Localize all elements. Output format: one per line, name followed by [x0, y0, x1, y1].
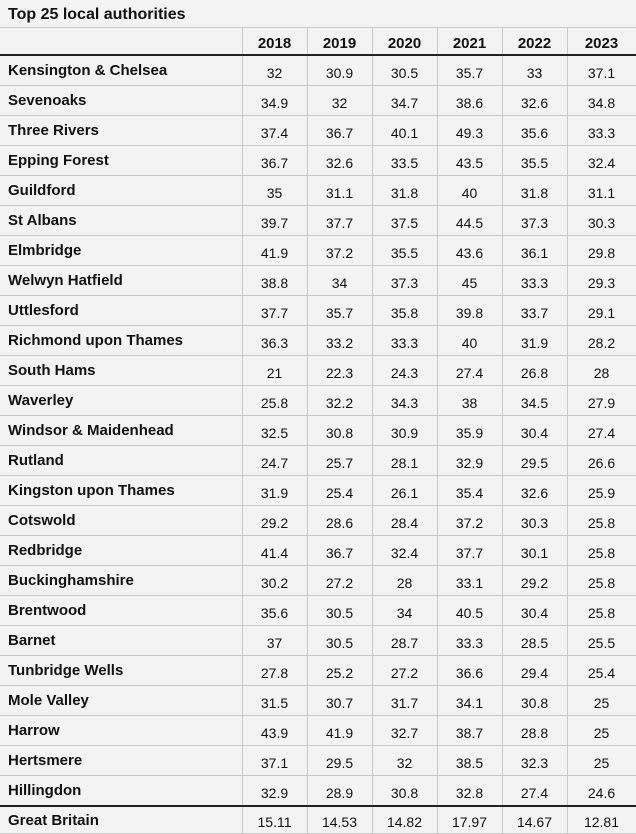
value-cell: 41.4	[242, 536, 307, 566]
value-cell: 30.7	[307, 686, 372, 716]
value-cell: 24.6	[567, 776, 636, 807]
value-cell: 38.8	[242, 266, 307, 296]
value-cell: 35.5	[372, 236, 437, 266]
value-cell: 37.1	[567, 55, 636, 86]
data-table	[0, 27, 636, 834]
value-cell: 49.3	[437, 116, 502, 146]
value-cell: 43.5	[437, 146, 502, 176]
value-cell: 32.4	[372, 536, 437, 566]
authority-name-cell: Hertsmere	[0, 746, 242, 776]
value-cell: 32.9	[242, 776, 307, 807]
value-cell: 25.4	[307, 476, 372, 506]
value-cell: 33.3	[567, 116, 636, 146]
value-cell: 35.4	[437, 476, 502, 506]
value-cell: 36.7	[242, 146, 307, 176]
table-row	[0, 206, 636, 236]
header-row	[0, 28, 636, 56]
authority-name-cell: Tunbridge Wells	[0, 656, 242, 686]
total-value-cell: 14.53	[307, 806, 372, 834]
value-cell: 28.8	[502, 716, 567, 746]
value-cell: 43.6	[437, 236, 502, 266]
value-cell: 32.9	[437, 446, 502, 476]
authority-name-cell: Brentwood	[0, 596, 242, 626]
value-cell: 32.6	[502, 476, 567, 506]
authority-name-cell: Kensington & Chelsea	[0, 55, 242, 86]
value-cell: 34.1	[437, 686, 502, 716]
value-cell: 33.7	[502, 296, 567, 326]
table-row	[0, 476, 636, 506]
value-cell: 30.8	[307, 416, 372, 446]
table-row	[0, 716, 636, 746]
value-cell: 44.5	[437, 206, 502, 236]
value-cell: 27.2	[307, 566, 372, 596]
value-cell: 25.2	[307, 656, 372, 686]
value-cell: 34.5	[502, 386, 567, 416]
value-cell: 22.3	[307, 356, 372, 386]
value-cell: 25.8	[242, 386, 307, 416]
value-cell: 30.5	[307, 596, 372, 626]
value-cell: 30.5	[372, 55, 437, 86]
value-cell: 31.8	[502, 176, 567, 206]
table-row	[0, 536, 636, 566]
authority-name-cell: Hillingdon	[0, 776, 242, 807]
value-cell: 29.5	[502, 446, 567, 476]
value-cell: 32	[307, 86, 372, 116]
table-row	[0, 746, 636, 776]
table-row	[0, 55, 636, 86]
value-cell: 25	[567, 686, 636, 716]
table-row	[0, 386, 636, 416]
value-cell: 30.4	[502, 416, 567, 446]
value-cell: 36.3	[242, 326, 307, 356]
authority-name-cell: Richmond upon Thames	[0, 326, 242, 356]
value-cell: 32.2	[307, 386, 372, 416]
value-cell: 38.7	[437, 716, 502, 746]
value-cell: 30.3	[567, 206, 636, 236]
value-cell: 26.6	[567, 446, 636, 476]
value-cell: 25.7	[307, 446, 372, 476]
value-cell: 32.8	[437, 776, 502, 807]
table-row	[0, 596, 636, 626]
value-cell: 27.4	[437, 356, 502, 386]
value-cell: 32	[242, 55, 307, 86]
value-cell: 31.5	[242, 686, 307, 716]
value-cell: 25.9	[567, 476, 636, 506]
table-row	[0, 326, 636, 356]
value-cell: 30.4	[502, 596, 567, 626]
table-body	[0, 55, 636, 834]
value-cell: 28.5	[502, 626, 567, 656]
table-row	[0, 116, 636, 146]
value-cell: 32.6	[502, 86, 567, 116]
value-cell: 32.4	[567, 146, 636, 176]
value-cell: 30.1	[502, 536, 567, 566]
value-cell: 28	[567, 356, 636, 386]
value-cell: 28.6	[307, 506, 372, 536]
value-cell: 33.5	[372, 146, 437, 176]
value-cell: 29.5	[307, 746, 372, 776]
total-value-cell: 15.11	[242, 806, 307, 834]
value-cell: 32.7	[372, 716, 437, 746]
value-cell: 40.1	[372, 116, 437, 146]
value-cell: 21	[242, 356, 307, 386]
value-cell: 36.7	[307, 536, 372, 566]
table-row	[0, 176, 636, 206]
authority-name-cell: Uttlesford	[0, 296, 242, 326]
value-cell: 28	[372, 566, 437, 596]
value-cell: 26.1	[372, 476, 437, 506]
value-cell: 29.2	[242, 506, 307, 536]
value-cell: 33.2	[307, 326, 372, 356]
value-cell: 28.4	[372, 506, 437, 536]
table-row	[0, 356, 636, 386]
value-cell: 30.2	[242, 566, 307, 596]
authority-name-cell: Cotswold	[0, 506, 242, 536]
table-row	[0, 266, 636, 296]
value-cell: 38.5	[437, 746, 502, 776]
value-cell: 38.6	[437, 86, 502, 116]
total-value-cell: 14.82	[372, 806, 437, 834]
value-cell: 35.6	[502, 116, 567, 146]
value-cell: 25	[567, 746, 636, 776]
header-year: 2023	[567, 28, 636, 56]
value-cell: 27.2	[372, 656, 437, 686]
value-cell: 25	[567, 716, 636, 746]
authority-name-cell: Elmbridge	[0, 236, 242, 266]
value-cell: 37.5	[372, 206, 437, 236]
value-cell: 33.3	[372, 326, 437, 356]
value-cell: 41.9	[307, 716, 372, 746]
table-title: Top 25 local authorities	[8, 6, 186, 23]
authority-name-cell: Windsor & Maidenhead	[0, 416, 242, 446]
value-cell: 33.1	[437, 566, 502, 596]
authority-name-cell: Guildford	[0, 176, 242, 206]
value-cell: 25.4	[567, 656, 636, 686]
table-row	[0, 656, 636, 686]
value-cell: 28.7	[372, 626, 437, 656]
authority-name-cell: Rutland	[0, 446, 242, 476]
total-name-cell: Great Britain	[0, 806, 242, 834]
value-cell: 37.7	[242, 296, 307, 326]
value-cell: 29.3	[567, 266, 636, 296]
value-cell: 30.9	[372, 416, 437, 446]
header-year: 2020	[372, 28, 437, 56]
value-cell: 34	[372, 596, 437, 626]
value-cell: 31.1	[307, 176, 372, 206]
value-cell: 37.3	[502, 206, 567, 236]
authority-name-cell: Redbridge	[0, 536, 242, 566]
value-cell: 35.9	[437, 416, 502, 446]
value-cell: 35.7	[307, 296, 372, 326]
value-cell: 33.3	[437, 626, 502, 656]
value-cell: 34.9	[242, 86, 307, 116]
value-cell: 37.2	[437, 506, 502, 536]
value-cell: 40	[437, 176, 502, 206]
value-cell: 25.8	[567, 596, 636, 626]
value-cell: 28.1	[372, 446, 437, 476]
value-cell: 40.5	[437, 596, 502, 626]
value-cell: 25.8	[567, 566, 636, 596]
table-row	[0, 626, 636, 656]
value-cell: 31.1	[567, 176, 636, 206]
value-cell: 34.7	[372, 86, 437, 116]
value-cell: 27.8	[242, 656, 307, 686]
value-cell: 33	[502, 55, 567, 86]
value-cell: 29.2	[502, 566, 567, 596]
total-row	[0, 806, 636, 834]
value-cell: 29.1	[567, 296, 636, 326]
value-cell: 37.3	[372, 266, 437, 296]
value-cell: 37.4	[242, 116, 307, 146]
header-year: 2021	[437, 28, 502, 56]
value-cell: 37.7	[437, 536, 502, 566]
value-cell: 37.2	[307, 236, 372, 266]
value-cell: 36.7	[307, 116, 372, 146]
value-cell: 35	[242, 176, 307, 206]
value-cell: 30.9	[307, 55, 372, 86]
value-cell: 35.7	[437, 55, 502, 86]
value-cell: 38	[437, 386, 502, 416]
header-year: 2022	[502, 28, 567, 56]
value-cell: 37.1	[242, 746, 307, 776]
value-cell: 31.9	[502, 326, 567, 356]
table-row	[0, 146, 636, 176]
value-cell: 35.6	[242, 596, 307, 626]
value-cell: 41.9	[242, 236, 307, 266]
header-name-cell	[0, 28, 242, 56]
table-row	[0, 296, 636, 326]
value-cell: 24.7	[242, 446, 307, 476]
total-value-cell: 17.97	[437, 806, 502, 834]
table-row	[0, 86, 636, 116]
value-cell: 30.8	[372, 776, 437, 807]
table-row	[0, 506, 636, 536]
table-row	[0, 566, 636, 596]
value-cell: 30.3	[502, 506, 567, 536]
value-cell: 32.5	[242, 416, 307, 446]
value-cell: 27.4	[567, 416, 636, 446]
total-value-cell: 12.81	[567, 806, 636, 834]
authority-name-cell: Mole Valley	[0, 686, 242, 716]
value-cell: 25.8	[567, 506, 636, 536]
header-year: 2019	[307, 28, 372, 56]
table-row	[0, 446, 636, 476]
authority-name-cell: South Hams	[0, 356, 242, 386]
table-row	[0, 236, 636, 266]
value-cell: 37	[242, 626, 307, 656]
table-row	[0, 416, 636, 446]
authority-name-cell: Welwyn Hatfield	[0, 266, 242, 296]
value-cell: 32	[372, 746, 437, 776]
authority-name-cell: Harrow	[0, 716, 242, 746]
value-cell: 34	[307, 266, 372, 296]
value-cell: 32.6	[307, 146, 372, 176]
value-cell: 39.8	[437, 296, 502, 326]
authority-name-cell: St Albans	[0, 206, 242, 236]
value-cell: 33.3	[502, 266, 567, 296]
header-year: 2018	[242, 28, 307, 56]
value-cell: 30.8	[502, 686, 567, 716]
value-cell: 25.5	[567, 626, 636, 656]
value-cell: 39.7	[242, 206, 307, 236]
value-cell: 43.9	[242, 716, 307, 746]
value-cell: 34.8	[567, 86, 636, 116]
total-value-cell: 14.67	[502, 806, 567, 834]
value-cell: 30.5	[307, 626, 372, 656]
value-cell: 34.3	[372, 386, 437, 416]
authority-name-cell: Waverley	[0, 386, 242, 416]
value-cell: 27.4	[502, 776, 567, 807]
value-cell: 35.5	[502, 146, 567, 176]
value-cell: 29.4	[502, 656, 567, 686]
value-cell: 29.8	[567, 236, 636, 266]
value-cell: 24.3	[372, 356, 437, 386]
authority-name-cell: Barnet	[0, 626, 242, 656]
table-row	[0, 686, 636, 716]
value-cell: 36.6	[437, 656, 502, 686]
authority-name-cell: Epping Forest	[0, 146, 242, 176]
value-cell: 31.9	[242, 476, 307, 506]
value-cell: 40	[437, 326, 502, 356]
authority-name-cell: Kingston upon Thames	[0, 476, 242, 506]
value-cell: 37.7	[307, 206, 372, 236]
authority-name-cell: Sevenoaks	[0, 86, 242, 116]
value-cell: 31.7	[372, 686, 437, 716]
authority-name-cell: Three Rivers	[0, 116, 242, 146]
value-cell: 35.8	[372, 296, 437, 326]
value-cell: 25.8	[567, 536, 636, 566]
value-cell: 26.8	[502, 356, 567, 386]
value-cell: 28.9	[307, 776, 372, 807]
authority-name-cell: Buckinghamshire	[0, 566, 242, 596]
value-cell: 45	[437, 266, 502, 296]
value-cell: 36.1	[502, 236, 567, 266]
value-cell: 28.2	[567, 326, 636, 356]
value-cell: 32.3	[502, 746, 567, 776]
value-cell: 27.9	[567, 386, 636, 416]
table-row	[0, 776, 636, 807]
value-cell: 31.8	[372, 176, 437, 206]
